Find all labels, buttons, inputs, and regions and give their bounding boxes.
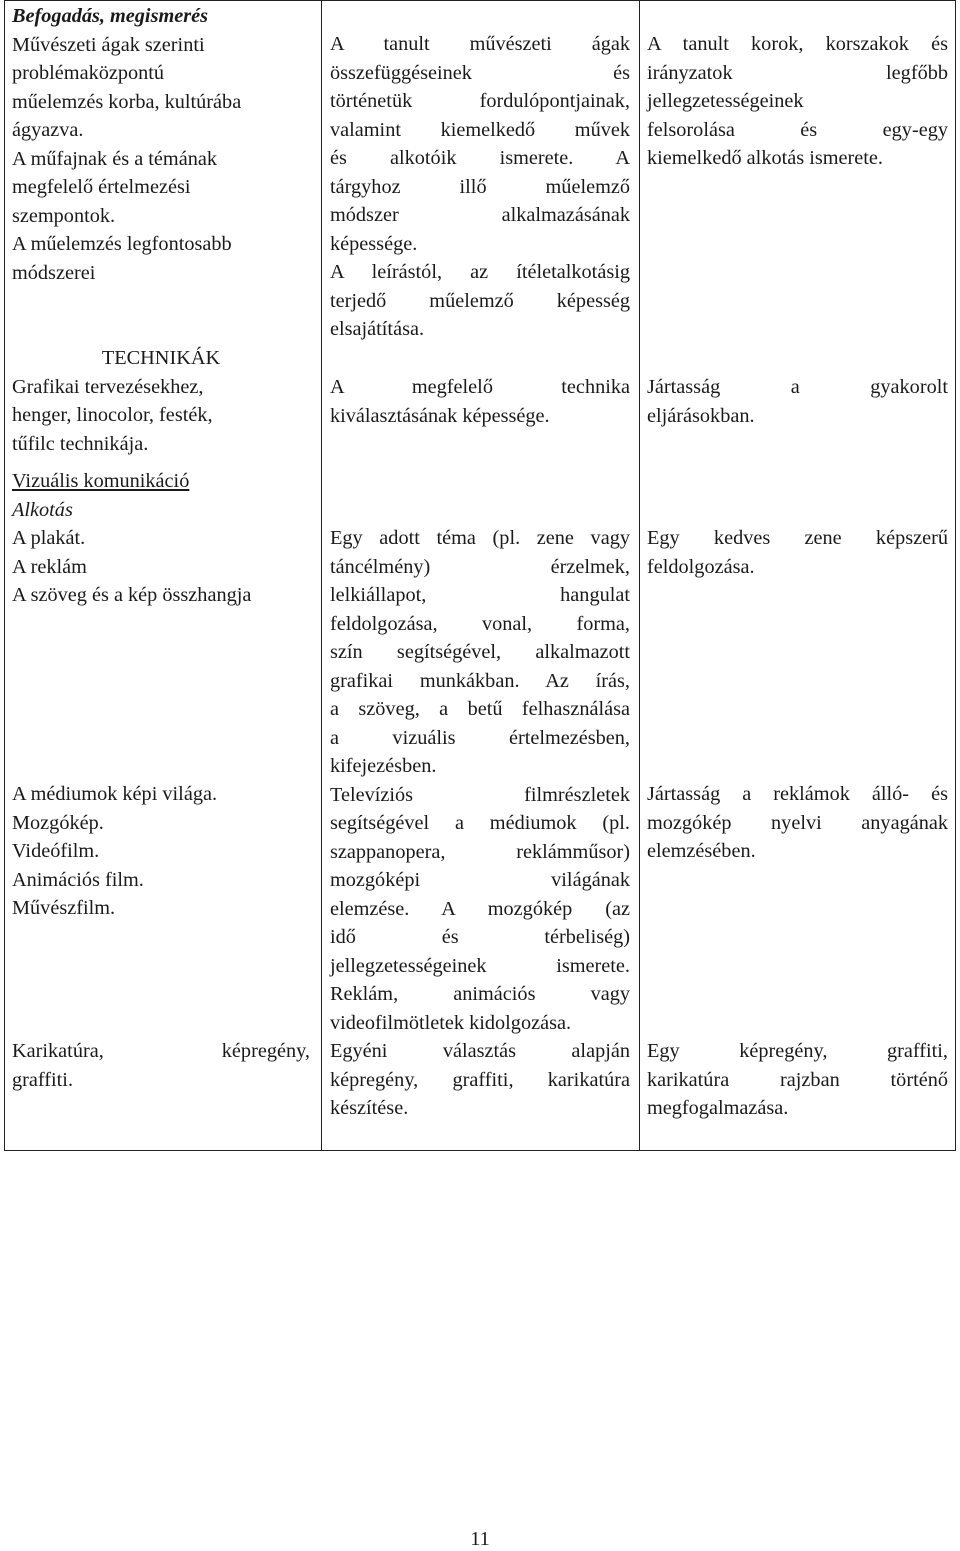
- text-line: A reklám: [12, 555, 87, 578]
- skill-paragraph-art-history-end: képessége.: [330, 232, 418, 255]
- text-line: szempontok.: [12, 204, 116, 227]
- requirement-paragraph-music: [647, 524, 948, 553]
- text-line: lelkiállapot, hangulat: [330, 584, 630, 606]
- text-line: segítségével a médiumok (pl.: [330, 812, 630, 834]
- text-line: képregény, graffiti, karikatúra: [330, 1068, 630, 1091]
- requirement-paragraph-ads-end: elemzésében.: [647, 840, 756, 862]
- text-line: irányzatok legfőbb: [647, 61, 948, 84]
- text-line: Jártasság a gyakorolt: [647, 376, 948, 398]
- section-heading: Befogadás, megismerés: [12, 5, 209, 27]
- text-line: a vizuális értelmezésben,: [330, 726, 630, 749]
- column-divider-1: [321, 1, 322, 1150]
- skill-paragraph-analysis: [330, 258, 630, 315]
- text-line: terjedő műelemző képesség: [330, 289, 630, 312]
- text-line: Egy adott téma (pl. zene vagy: [330, 527, 630, 549]
- topic-graffiti-line: graffiti.: [12, 1068, 74, 1091]
- skill-paragraph-television: [330, 781, 630, 1009]
- topic-block-techniques: [12, 373, 310, 459]
- skill-paragraph-individual: [330, 1037, 630, 1094]
- text-line: Animációs film.: [12, 868, 144, 891]
- text-line: A műfajnak és a témának: [12, 147, 217, 170]
- requirement-paragraph-comics: [647, 1037, 948, 1094]
- text-line: feldolgozása, vonal, forma,: [330, 612, 630, 635]
- skill-paragraph-individual-end: készítése.: [330, 1097, 409, 1119]
- text-line: összefüggéseinek és: [330, 61, 630, 84]
- topic-block-poster: [12, 524, 310, 610]
- topic-block-media: [12, 780, 310, 923]
- text-line: Grafikai tervezésekhez,: [12, 375, 204, 398]
- text-line: mozgókép nyelvi anyagának: [647, 811, 948, 834]
- requirement-paragraph-comics-end: megfogalmazása.: [647, 1097, 789, 1119]
- text-line: felsorolása és egy-egy: [647, 118, 948, 141]
- requirement-paragraph-procedures: [647, 373, 948, 402]
- text-line: A műelemzés legfontosabb: [12, 233, 232, 255]
- text-line: idő és térbeliség): [330, 926, 630, 948]
- column-divider-2: [639, 1, 640, 1150]
- text-line: A tanult művészeti ágak: [330, 33, 630, 55]
- creation-subtitle: Alkotás: [12, 498, 73, 521]
- text-line: ágyazva.: [12, 119, 84, 141]
- text-line: szín segítségével, alkalmazott: [330, 641, 630, 663]
- text-line: módszer alkalmazásának: [330, 204, 630, 226]
- text-line: Művészeti ágak szerinti: [12, 33, 205, 56]
- requirement-paragraph-eras-cont: [647, 116, 948, 145]
- text-line: Jártasság a reklámok álló- és: [647, 783, 948, 805]
- skill-paragraph-art-history: [330, 30, 630, 230]
- requirement-paragraph-music-end: feldolgozása.: [647, 555, 755, 578]
- text-line: A tanult korok, korszakok és: [647, 33, 948, 55]
- text-line: grafikai munkákban. Az írás,: [330, 669, 630, 692]
- text-line: történetük fordulópontjainak,: [330, 90, 630, 112]
- requirement-paragraph-eras-mid: jellegzetességeinek: [647, 90, 804, 112]
- skill-paragraph-technique: [330, 373, 630, 402]
- text-line: műelemzés korba, kultúrába: [12, 90, 242, 113]
- text-line: A leírástól, az ítéletalkotásig: [330, 261, 630, 283]
- text-line: szappanopera, reklámműsor): [330, 840, 630, 863]
- text-line: karikatúra rajzban történő: [647, 1068, 948, 1091]
- text-line: Egy képregény, graffiti,: [647, 1040, 948, 1062]
- text-line: A plakát.: [12, 527, 86, 549]
- requirement-paragraph-ads: [647, 780, 948, 837]
- skill-paragraph-television-end: videofilmötletek kidolgozása.: [330, 1011, 572, 1034]
- text-line: Reklám, animációs vagy: [330, 983, 630, 1005]
- text-line: Mozgókép.: [12, 811, 104, 834]
- text-line: problémaközpontú: [12, 62, 165, 84]
- text-line: a szöveg, a betű felhasználása: [330, 698, 630, 720]
- skill-paragraph-theme: [330, 524, 630, 752]
- text-line: tűfilc technikája.: [12, 432, 149, 455]
- page-number: 11: [470, 1528, 490, 1550]
- text-line: henger, linocolor, festék,: [12, 404, 213, 426]
- requirement-paragraph-eras: [647, 30, 948, 87]
- text-line: valamint kiemelkedő művek: [330, 118, 630, 141]
- text-line: elemzése. A mozgókép (az: [330, 897, 630, 920]
- skill-paragraph-theme-end: kifejezésben.: [330, 755, 437, 777]
- topic-block-analysis: [12, 31, 310, 288]
- skill-paragraph-technique-end: kiválasztásának képessége.: [330, 404, 550, 427]
- text-line: módszerei: [12, 261, 96, 284]
- skill-paragraph-analysis-end: elsajátítása.: [330, 318, 425, 340]
- requirement-paragraph-procedures-end: eljárásokban.: [647, 404, 755, 427]
- requirement-paragraph-eras-end: kiemelkedő alkotás ismerete.: [647, 147, 883, 169]
- text-line: Egyéni választás alapján: [330, 1040, 630, 1062]
- text-line: és alkotóik ismerete. A: [330, 147, 630, 169]
- text-line: A médiumok képi világa.: [12, 783, 218, 805]
- text-line: Művészfilm.: [12, 897, 116, 919]
- text-line: Egy kedves zene képszerű: [647, 527, 948, 549]
- text-line: táncélmény) érzelmek,: [330, 555, 630, 578]
- techniques-title: TECHNIKÁK: [101, 347, 221, 369]
- text-line: A szöveg és a kép összhangja: [12, 584, 252, 606]
- topic-caricature-line: Karikatúra, képregény,: [12, 1040, 310, 1062]
- text-line: megfelelő értelmezési: [12, 176, 191, 198]
- text-line: mozgóképi világának: [330, 869, 630, 891]
- visual-communication-title: Vizuális komunikáció: [12, 470, 190, 492]
- text-line: tárgyhoz illő műelemző: [330, 175, 630, 198]
- text-line: A megfelelő technika: [330, 376, 630, 398]
- text-line: Videófilm.: [12, 840, 100, 862]
- text-line: jellegzetességeinek ismerete.: [330, 954, 630, 977]
- text-line: Televíziós filmrészletek: [330, 783, 630, 806]
